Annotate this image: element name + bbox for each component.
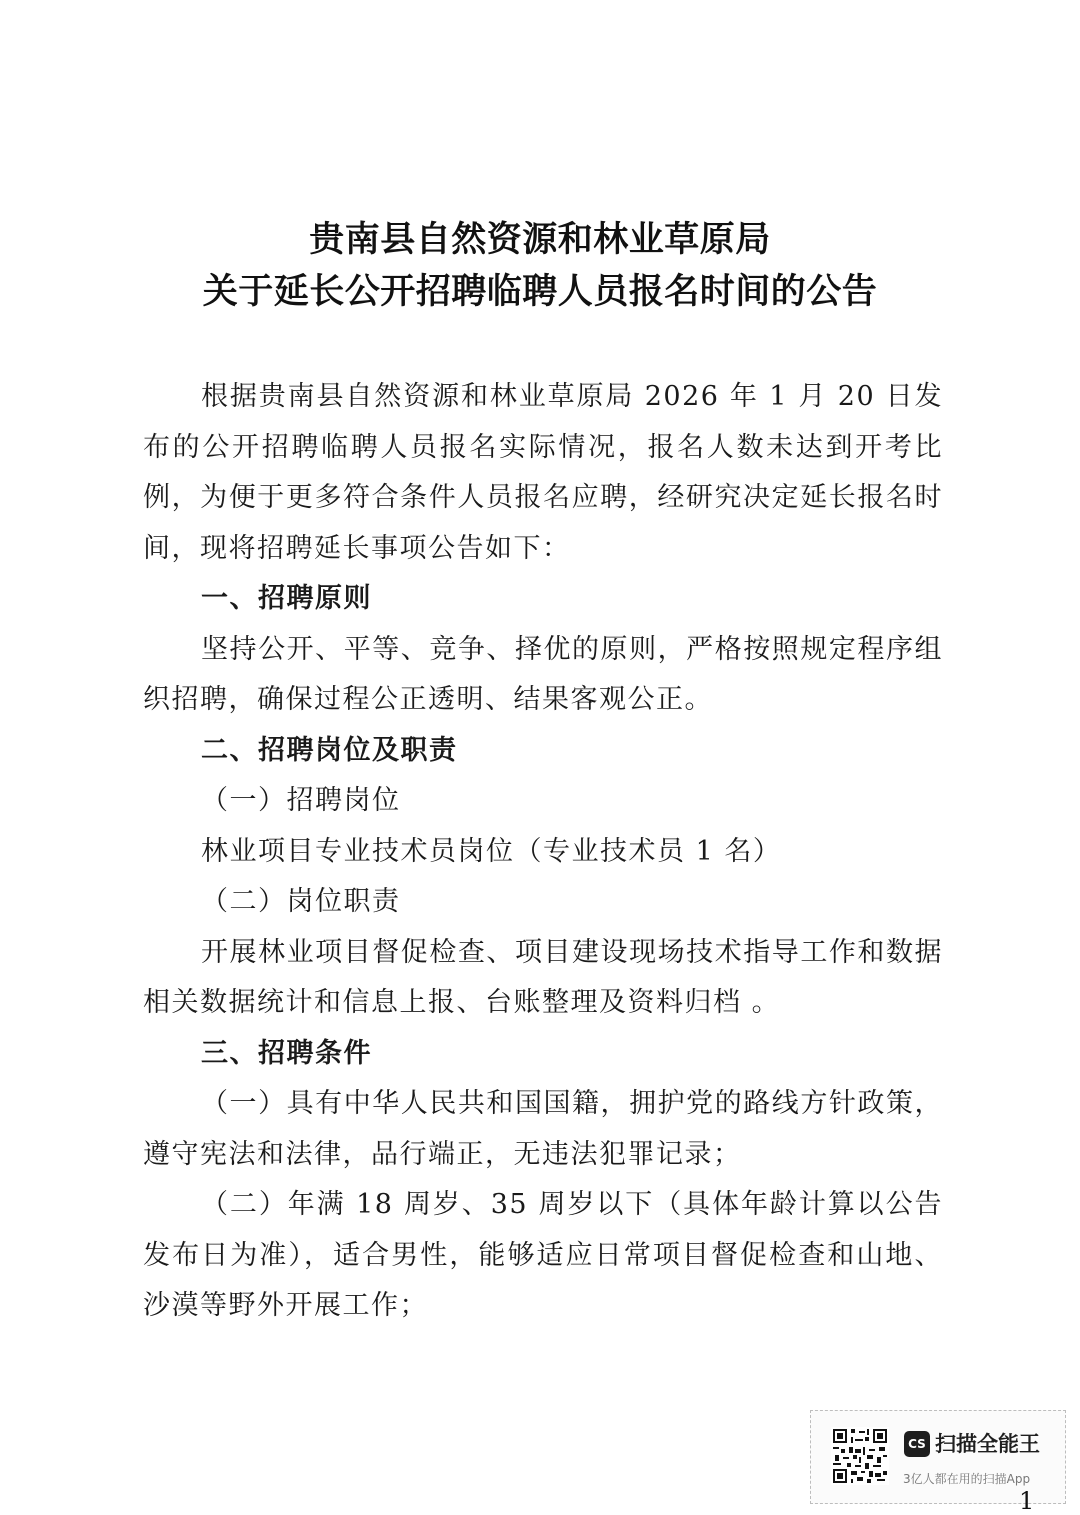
section2-sub2-text: 开展林业项目督促检查、项目建设现场技术指导工作和数据相关数据统计和信息上报、台账整理及资料归档 。 (143, 936, 943, 1018)
section3-item2: （二）年满 18 周岁、35 周岁以下（具体年龄计算以公告发布日为准），适合男性，能够适应日常项目督促检查和山地、沙漠等野外开展工作； (143, 1189, 943, 1321)
section2-heading: 二、招聘岗位及职责 (201, 734, 458, 766)
document-body (143, 372, 943, 1332)
section2-sub1-text: 林业项目专业技术员岗位（专业技术员 1 名） (201, 835, 782, 867)
section3-heading: 三、招聘条件 (201, 1037, 372, 1069)
section3-item1: （一）具有中华人民共和国国籍，拥护党的路线方针政策，遵守宪法和法律，品行端正，无违法犯罪记录； (143, 1088, 943, 1170)
qr-code-icon (831, 1427, 889, 1485)
intro-paragraph: 根据贵南县自然资源和林业草原局 2026 年 1 月 20 日发布的公开招聘临聘人员报名实际情况，报名人数未达到开考比例，为便于更多符合条件人员报名应聘，经研究决定延长报名时间，现将招聘延长事项公告如下： (143, 381, 943, 564)
section1-text: 坚持公开、平等、竞争、择优的原则，严格按照规定程序组织招聘，确保过程公正透明、结果客观公正。 (143, 633, 943, 715)
scanner-brand-name: 扫描全能王 (935, 1432, 1040, 1456)
document-title-line2: 关于延长公开招聘临聘人员报名时间的公告 (202, 272, 878, 312)
scanner-tagline: 3亿人都在用的扫描App (903, 1472, 1031, 1486)
page-number: 1 (1019, 1487, 1035, 1515)
section2-sub2-label: （二）岗位职责 (201, 886, 401, 917)
section2-sub1-label: （一）招聘岗位 (201, 785, 401, 816)
section1-heading: 一、招聘原则 (201, 583, 372, 614)
cs-logo-icon: CS (904, 1431, 930, 1457)
document-title-line1: 贵南县自然资源和林业草原局 (309, 220, 771, 260)
